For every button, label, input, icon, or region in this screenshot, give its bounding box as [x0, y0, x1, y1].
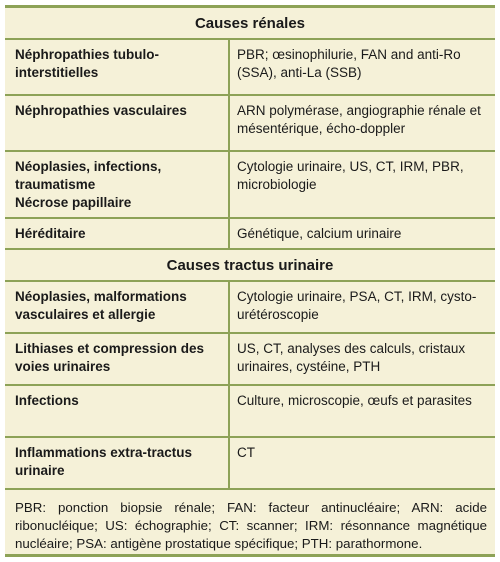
- examens-cell: CT: [229, 437, 495, 489]
- section-header-urinary: [5, 249, 495, 281]
- examens-cell: ARN polymérase, angiographie rénale et mésentérique, écho-doppler: [229, 95, 495, 151]
- table-row: [5, 333, 495, 385]
- cause-cell: Néphropathies tubulo-interstitielles: [5, 39, 229, 95]
- cause-line: Néoplasies, infections, traumatisme: [15, 159, 162, 192]
- examens-cell: US, CT, analyses des calculs, cristaux urinaires, cystéine, PTH: [229, 333, 495, 385]
- section-header-renal: [5, 8, 495, 39]
- table-row: [5, 95, 495, 151]
- causes-table: [5, 8, 495, 490]
- footnote: PBR: ponction biopsie rénale; FAN: facteur antinucléaire; ARN: acide ribonucléique; US: échographie; CT: scanner; IRM: résonnance magnétique nucléaire; PSA: antigène prostatique spécifique; PTH: parathormone.: [15, 500, 487, 551]
- section-title: Causes rénales: [5, 8, 495, 39]
- table-panel: [5, 5, 495, 557]
- examens-cell: Génétique, calcium urinaire: [229, 218, 495, 249]
- table-row: [5, 281, 495, 333]
- section-title: Causes tractus urinaire: [5, 249, 495, 281]
- cause-cell: [5, 151, 229, 218]
- table-row: [5, 39, 495, 95]
- examens-cell: Cytologie urinaire, US, CT, IRM, PBR, microbiologie: [229, 151, 495, 218]
- cause-cell: Néphropathies vasculaires: [5, 95, 229, 151]
- cause-cell: Héréditaire: [5, 218, 229, 249]
- examens-cell: PBR; œsinophilurie, FAN and anti-Ro (SSA), anti-La (SSB): [229, 39, 495, 95]
- cause-cell: Néoplasies, malformations vasculaires et allergie: [5, 281, 229, 333]
- table-row: [5, 151, 495, 218]
- table-row: [5, 218, 495, 249]
- table-row: [5, 437, 495, 489]
- examens-cell: Culture, microscopie, œufs et parasites: [229, 385, 495, 437]
- examens-cell: Cytologie urinaire, PSA, CT, IRM, cysto-urétéroscopie: [229, 281, 495, 333]
- cause-cell: Infections: [5, 385, 229, 437]
- cause-cell: Inflammations extra-tractus urinaire: [5, 437, 229, 489]
- cause-cell: Lithiases et compression des voies urinaires: [5, 333, 229, 385]
- table-row: [5, 385, 495, 437]
- cause-line-secondary: Nécrose papillaire: [15, 195, 132, 210]
